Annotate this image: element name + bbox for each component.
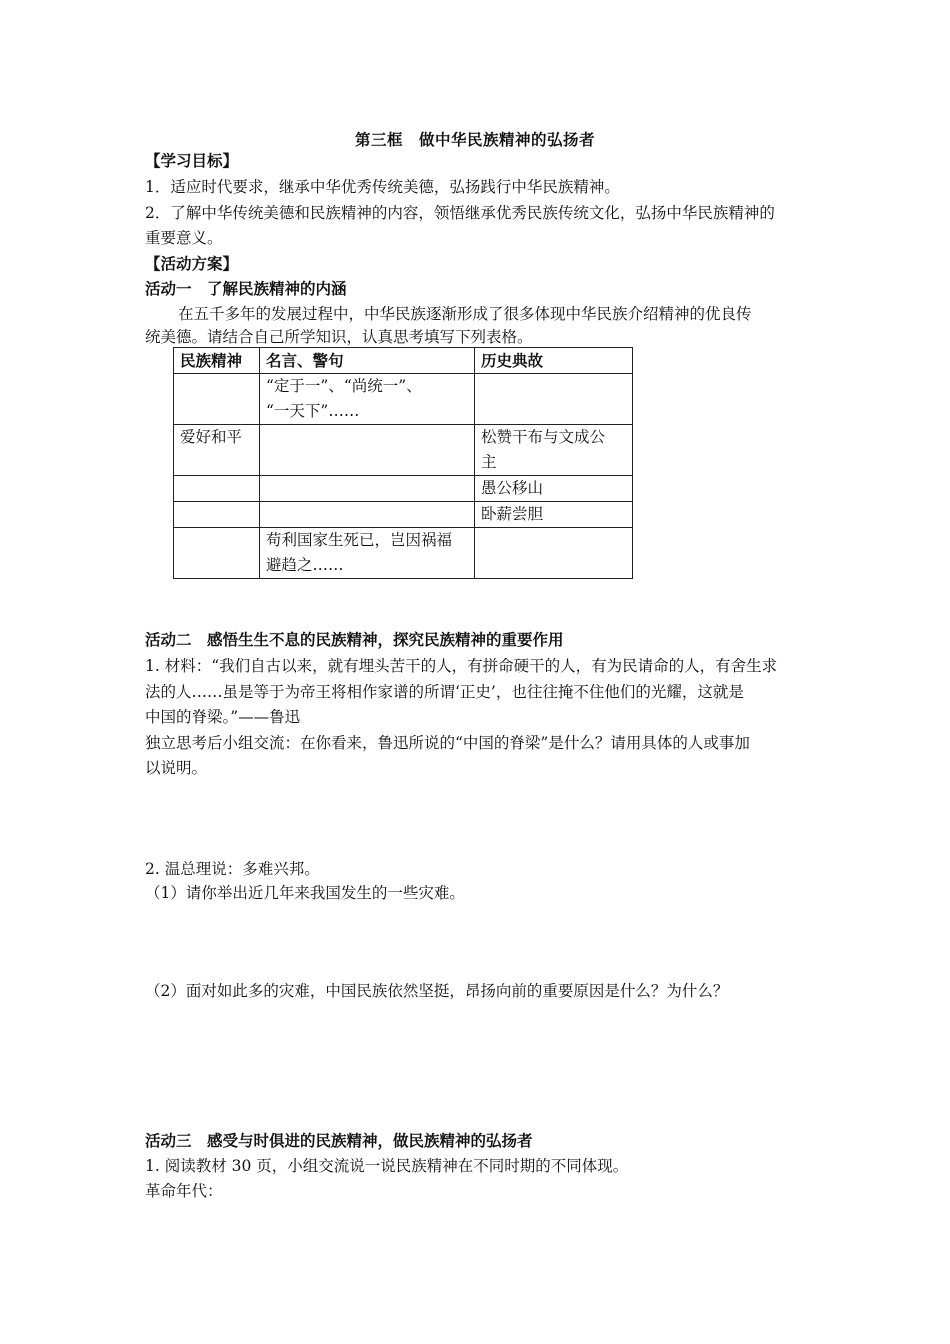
table-cell: 卧薪尝胆 <box>475 502 633 528</box>
table-header-row <box>174 348 633 374</box>
table-row <box>174 528 633 579</box>
cell-line: 避趋之…… <box>266 556 344 574</box>
plan-heading: 【活动方案】 <box>145 254 239 273</box>
table-cell[interactable] <box>475 528 633 579</box>
goal-item-1: 1．适应时代要求，继承中华优秀传统美德，弘扬践行中华民族精神。 <box>145 178 620 196</box>
table-cell[interactable] <box>174 374 260 425</box>
page-title: 第三框 做中华民族精神的弘扬者 <box>354 130 595 149</box>
goal-item-2: 2．了解中华传统美德和民族精神的内容，领悟继承优秀民族传统文化，弘扬中华民族精神的 <box>145 204 775 222</box>
table-row <box>174 502 633 528</box>
activity2-heading: 活动二 感悟生生不息的民族精神，探究民族精神的重要作用 <box>145 630 564 649</box>
table-cell[interactable] <box>260 425 475 476</box>
table-cell[interactable] <box>260 502 475 528</box>
cell-line: 松赞干布与文成公 <box>481 428 606 446</box>
activity2-q1-line-5: 以说明。 <box>145 759 208 777</box>
cell-line: 苟利国家生死已，岂因祸福 <box>266 531 453 549</box>
table-header: 民族精神 <box>174 348 260 374</box>
table-cell: 爱好和平 <box>174 425 260 476</box>
table-row <box>174 476 633 502</box>
table-cell[interactable] <box>174 476 260 502</box>
table-cell[interactable] <box>260 476 475 502</box>
activity2-q2: 2. 温总理说：多难兴邦。 <box>145 860 320 878</box>
table-cell[interactable] <box>174 502 260 528</box>
activity2-q1-line-2: 法的人……虽是等于为帝王将相作家谱的所谓‘正史’，也往往掩不住他们的光耀，这就是 <box>145 683 744 701</box>
activity1-text-1: 在五千多年的发展过程中，中华民族逐渐形成了很多体现中华民族介绍精神的优良传 <box>178 305 752 323</box>
activity2-q2b: （2）面对如此多的灾难，中国民族依然坚挺，昂扬向前的重要原因是什么？为什么？ <box>145 982 729 1000</box>
cell-line: “一天下”…… <box>266 402 360 420</box>
spirit-table <box>173 347 633 579</box>
table-cell <box>260 374 475 425</box>
goals-heading: 【学习目标】 <box>145 151 239 170</box>
cell-line: “定于一”、“尚统一”、 <box>266 377 422 395</box>
activity2-q1-line-3: 中国的脊梁。”——鲁迅 <box>145 708 301 726</box>
activity1-text-2: 统美德。请结合自己所学知识，认真思考填写下列表格。 <box>145 328 533 346</box>
activity1-heading: 活动一 了解民族精神的内涵 <box>145 279 347 298</box>
activity2-q2a: （1）请你举出近几年来我国发生的一些灾难。 <box>145 884 465 902</box>
activity3-era-label: 革命年代： <box>145 1182 223 1200</box>
activity2-q1-line-4: 独立思考后小组交流：在你看来，鲁迅所说的“中国的脊梁”是什么？请用具体的人或事加 <box>145 734 750 752</box>
activity2-q1-line-1: 1. 材料：“我们自古以来，就有埋头苦干的人，有拼命硬干的人，有为民请命的人，有舍生求 <box>145 657 778 675</box>
activity3-q1: 1. 阅读教材 30 页，小组交流说一说民族精神在不同时期的不同体现。 <box>145 1157 629 1175</box>
table-row <box>174 425 633 476</box>
table-row <box>174 374 633 425</box>
table-cell <box>260 528 475 579</box>
table-cell: 愚公移山 <box>475 476 633 502</box>
table-cell <box>475 425 633 476</box>
goal-item-2-cont: 重要意义。 <box>145 229 223 247</box>
table-header: 名言、警句 <box>260 348 475 374</box>
table-cell[interactable] <box>174 528 260 579</box>
cell-line: 主 <box>481 453 497 471</box>
activity3-heading: 活动三 感受与时俱进的民族精神，做民族精神的弘扬者 <box>145 1131 533 1150</box>
table-header: 历史典故 <box>475 348 633 374</box>
table-cell[interactable] <box>475 374 633 425</box>
